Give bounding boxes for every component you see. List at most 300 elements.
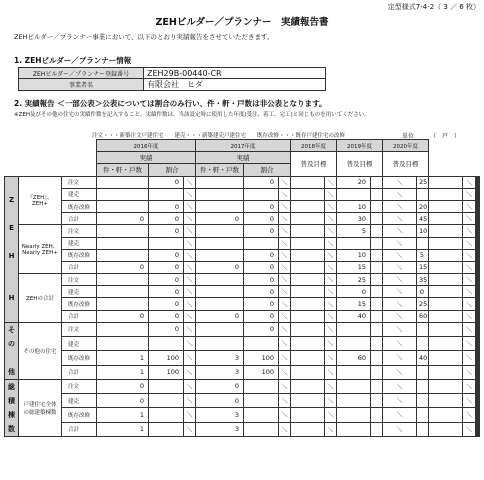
data-cell: 3	[196, 365, 244, 379]
data-cell: 0	[244, 274, 279, 286]
row-type-label: 建売	[62, 237, 97, 249]
header-actual-2016: 実績	[97, 152, 196, 164]
header-target-2019: 普及目標	[337, 152, 383, 176]
slash-mark: ＼	[325, 188, 337, 200]
data-cell: 100	[149, 351, 184, 365]
data-cell: 0	[149, 249, 184, 261]
data-cell	[429, 365, 463, 379]
row-type-label: 既存改修	[62, 408, 97, 422]
table-row	[5, 237, 480, 249]
slash-mark: ＼	[325, 408, 337, 422]
slash-mark: ＼	[463, 394, 476, 408]
category-label: その他の住宅	[19, 322, 62, 379]
data-cell	[429, 225, 463, 237]
slash-mark: ＼	[184, 394, 196, 408]
data-cell	[337, 188, 371, 200]
data-cell	[429, 408, 463, 422]
data-cell	[97, 249, 149, 261]
slash-mark: ＼	[325, 237, 337, 249]
header-count-2016: 件・軒・戸数	[97, 164, 149, 176]
data-cell	[429, 249, 463, 261]
data-cell	[196, 200, 244, 212]
data-cell	[97, 322, 149, 336]
row-type-label: 注文	[62, 274, 97, 286]
data-cell: 45	[417, 213, 429, 225]
slash-mark: ＼	[383, 351, 417, 365]
header-count-2017: 件・軒・戸数	[196, 164, 244, 176]
data-cell	[479, 337, 480, 351]
data-cell	[291, 379, 325, 393]
slash-mark: ＼	[184, 249, 196, 261]
slash-mark: ＼	[383, 225, 417, 237]
table-row	[5, 213, 480, 225]
data-cell: 0	[337, 286, 371, 298]
row-type-label: 注文	[62, 176, 97, 188]
slash-mark: ＼	[279, 237, 291, 249]
category-label: Nearly ZEH、Nearly ZEH+	[19, 225, 62, 274]
data-cell	[417, 322, 429, 336]
header-row-years	[5, 140, 480, 152]
data-cell: 0	[244, 310, 279, 322]
data-cell	[479, 379, 480, 393]
data-cell	[337, 408, 371, 422]
data-cell	[479, 176, 480, 188]
slash-mark: ＼	[325, 337, 337, 351]
data-cell	[429, 337, 463, 351]
data-cell	[371, 322, 383, 336]
data-cell	[429, 422, 463, 436]
data-cell	[429, 237, 463, 249]
slash-mark: ＼	[325, 322, 337, 336]
table-row	[5, 322, 480, 336]
slash-mark: ＼	[279, 188, 291, 200]
data-cell: 100	[244, 365, 279, 379]
data-cell: 0	[244, 286, 279, 298]
data-cell: 3	[196, 408, 244, 422]
slash-mark: ＼	[463, 274, 476, 286]
slash-mark: ＼	[463, 237, 476, 249]
group-label: 総 積 棟 数	[5, 379, 19, 436]
company-name-label: 事業者名	[19, 79, 144, 91]
data-cell: 40	[417, 351, 429, 365]
data-cell: 0	[196, 213, 244, 225]
data-cell	[196, 176, 244, 188]
data-cell	[429, 188, 463, 200]
slash-mark: ＼	[325, 225, 337, 237]
unit-label-text: 単位	[402, 133, 415, 140]
data-cell: 60	[337, 351, 371, 365]
slash-mark: ＼	[383, 237, 417, 249]
data-cell	[371, 261, 383, 273]
slash-mark: ＼	[184, 237, 196, 249]
data-cell	[371, 422, 383, 436]
data-cell	[291, 176, 325, 188]
page-title: ZEHビルダー／プランナー 実績報告書	[155, 17, 329, 28]
data-cell: 0	[244, 298, 279, 310]
slash-mark: ＼	[279, 379, 291, 393]
data-cell	[291, 351, 325, 365]
data-cell	[371, 200, 383, 212]
data-cell	[337, 379, 371, 393]
table-row	[5, 200, 480, 212]
data-cell: 0	[149, 322, 184, 336]
header-2019: 2019年度	[337, 140, 383, 152]
slash-mark: ＼	[463, 422, 476, 436]
data-cell: 0	[244, 213, 279, 225]
data-cell	[291, 188, 325, 200]
company-row	[19, 79, 326, 91]
group-label: そ の 他	[5, 322, 19, 379]
table-row	[5, 408, 480, 422]
data-cell: 0	[244, 249, 279, 261]
slash-mark: ＼	[279, 249, 291, 261]
data-cell: 3	[196, 422, 244, 436]
data-cell	[479, 365, 480, 379]
data-cell: 15	[337, 261, 371, 273]
slash-mark: ＼	[383, 261, 417, 273]
data-cell	[371, 298, 383, 310]
slash-mark: ＼	[279, 394, 291, 408]
data-cell: 0	[417, 286, 429, 298]
data-cell	[196, 188, 244, 200]
header-ratio-2017: 割合	[244, 164, 291, 176]
data-cell: 0	[149, 200, 184, 212]
slash-mark: ＼	[383, 274, 417, 286]
slash-mark: ＼	[279, 176, 291, 188]
data-cell	[417, 337, 429, 351]
header-ratio-2016: 割合	[149, 164, 196, 176]
data-cell: 0	[244, 200, 279, 212]
data-cell: 0	[97, 261, 149, 273]
data-cell	[291, 237, 325, 249]
slash-mark: ＼	[383, 188, 417, 200]
data-cell: 0	[149, 261, 184, 273]
data-cell	[244, 188, 279, 200]
slash-mark: ＼	[463, 286, 476, 298]
slash-mark: ＼	[383, 213, 417, 225]
company-name-value: 有限会社 ヒダ	[144, 79, 326, 91]
table-row	[5, 286, 480, 298]
data-cell	[479, 225, 480, 237]
slash-mark: ＼	[463, 298, 476, 310]
data-cell: 30	[337, 213, 371, 225]
data-cell	[149, 337, 184, 351]
slash-mark: ＼	[325, 286, 337, 298]
data-cell: 1	[97, 422, 149, 436]
slash-mark: ＼	[383, 176, 417, 188]
data-cell	[479, 408, 480, 422]
data-cell	[97, 176, 149, 188]
data-cell: 10	[337, 249, 371, 261]
slash-mark: ＼	[463, 225, 476, 237]
slash-mark: ＼	[184, 261, 196, 273]
header-2018: 2018年度	[291, 140, 337, 152]
data-cell	[371, 379, 383, 393]
data-cell	[337, 322, 371, 336]
data-cell: 1	[97, 408, 149, 422]
data-cell	[149, 379, 184, 393]
group-label: Z E H H	[5, 176, 19, 322]
slash-mark: ＼	[463, 379, 476, 393]
slash-mark: ＼	[184, 351, 196, 365]
data-cell: 0	[149, 176, 184, 188]
data-cell: 20	[337, 176, 371, 188]
slash-mark: ＼	[325, 310, 337, 322]
data-cell: 0	[196, 379, 244, 393]
row-type-label: 合計	[62, 422, 97, 436]
header-corner	[5, 140, 97, 177]
slash-mark: ＼	[184, 365, 196, 379]
data-cell	[479, 237, 480, 249]
slash-mark: ＼	[325, 351, 337, 365]
data-cell	[479, 351, 480, 365]
data-cell	[244, 379, 279, 393]
intro-text: ZEHビルダー／プランナー事業において、以下のとおり実績報告をさせていただきます。	[14, 33, 274, 41]
section1-heading: 1. ZEHビルダー／プランナー情報	[14, 56, 132, 65]
table-row	[5, 225, 480, 237]
slash-mark: ＼	[184, 286, 196, 298]
data-cell	[479, 394, 480, 408]
row-type-label: 建売	[62, 394, 97, 408]
slash-mark: ＼	[325, 176, 337, 188]
data-cell	[479, 310, 480, 322]
data-cell: 0	[244, 176, 279, 188]
data-cell: 25	[417, 298, 429, 310]
header-actual-2017: 実績	[196, 152, 291, 164]
slash-mark: ＼	[184, 379, 196, 393]
slash-mark: ＼	[325, 379, 337, 393]
slash-mark: ＼	[184, 176, 196, 188]
category-label: ZEHの合計	[19, 274, 62, 323]
row-type-label: 既存改修	[62, 298, 97, 310]
slash-mark: ＼	[279, 286, 291, 298]
data-cell	[149, 408, 184, 422]
slash-mark: ＼	[383, 310, 417, 322]
data-cell	[337, 365, 371, 379]
data-cell	[337, 394, 371, 408]
form-number: 定型様式7-4-2（ 3 ／ 6 枚）	[387, 3, 480, 11]
data-cell	[291, 213, 325, 225]
data-cell	[244, 337, 279, 351]
data-cell	[417, 422, 429, 436]
row-type-label: 注文	[62, 379, 97, 393]
data-cell	[371, 408, 383, 422]
data-cell	[371, 394, 383, 408]
data-cell	[417, 408, 429, 422]
slash-mark: ＼	[279, 422, 291, 436]
header-2020: 2020年度	[383, 140, 429, 152]
data-cell: 15	[337, 298, 371, 310]
slash-mark: ＼	[463, 337, 476, 351]
data-cell: 0	[97, 394, 149, 408]
data-cell	[417, 237, 429, 249]
data-cell	[291, 225, 325, 237]
data-cell	[291, 298, 325, 310]
slash-mark: ＼	[279, 261, 291, 273]
data-cell	[196, 237, 244, 249]
data-cell	[97, 237, 149, 249]
data-cell	[97, 200, 149, 212]
slash-mark: ＼	[383, 408, 417, 422]
slash-mark: ＼	[463, 249, 476, 261]
data-cell: 3	[196, 351, 244, 365]
data-cell	[97, 225, 149, 237]
row-type-label: 合計	[62, 213, 97, 225]
slash-mark: ＼	[383, 337, 417, 351]
data-cell	[196, 249, 244, 261]
data-cell: 0	[149, 298, 184, 310]
data-cell	[429, 200, 463, 212]
slash-mark: ＼	[184, 322, 196, 336]
slash-mark: ＼	[184, 408, 196, 422]
data-cell	[371, 237, 383, 249]
table-row	[5, 249, 480, 261]
row-type-label: 注文	[62, 225, 97, 237]
slash-mark: ＼	[383, 200, 417, 212]
data-cell: 15	[417, 261, 429, 273]
data-cell: 1	[97, 365, 149, 379]
data-cell	[429, 351, 463, 365]
data-cell	[371, 274, 383, 286]
data-cell	[429, 298, 463, 310]
data-cell	[371, 176, 383, 188]
data-cell: 10	[417, 225, 429, 237]
row-type-label: 注文	[62, 322, 97, 336]
header-2017: 2017年度	[196, 140, 291, 152]
slash-mark: ＼	[383, 379, 417, 393]
slash-mark: ＼	[463, 261, 476, 273]
slash-mark: ＼	[325, 249, 337, 261]
table-row	[5, 176, 480, 188]
data-cell	[97, 298, 149, 310]
data-cell	[196, 337, 244, 351]
slash-mark: ＼	[184, 200, 196, 212]
slash-mark: ＼	[184, 298, 196, 310]
data-cell	[429, 261, 463, 273]
data-cell	[244, 394, 279, 408]
slash-mark: ＼	[325, 261, 337, 273]
data-cell	[479, 298, 480, 310]
data-cell	[429, 394, 463, 408]
data-cell: 0	[196, 394, 244, 408]
slash-mark: ＼	[325, 422, 337, 436]
builder-info-table	[18, 67, 326, 91]
data-cell	[244, 422, 279, 436]
row-type-label: 建売	[62, 286, 97, 298]
slash-mark: ＼	[184, 188, 196, 200]
slash-mark: ＼	[383, 298, 417, 310]
registration-number-label: ZEHビルダー／プランナー登録番号	[19, 68, 144, 79]
data-cell	[244, 237, 279, 249]
data-cell	[371, 213, 383, 225]
slash-mark: ＼	[325, 200, 337, 212]
row-type-label: 既存改修	[62, 200, 97, 212]
data-cell	[479, 322, 480, 336]
data-cell	[244, 408, 279, 422]
registration-number-value: ZEH29B-00440-CR	[144, 68, 326, 79]
slash-mark: ＼	[184, 422, 196, 436]
type-legend: 注文・・・新築注文戸建住宅 建売・・・新築建売戸建住宅 既存改修・・・既存戸建住宅の改修	[92, 133, 346, 139]
data-cell	[429, 379, 463, 393]
data-cell: 0	[97, 310, 149, 322]
data-cell	[479, 200, 480, 212]
slash-mark: ＼	[279, 365, 291, 379]
data-cell	[291, 337, 325, 351]
table-row	[5, 274, 480, 286]
slash-mark: ＼	[279, 213, 291, 225]
table-row	[5, 351, 480, 365]
slash-mark: ＼	[279, 225, 291, 237]
slash-mark: ＼	[184, 310, 196, 322]
data-cell	[291, 322, 325, 336]
slash-mark: ＼	[383, 422, 417, 436]
table-row	[5, 298, 480, 310]
data-cell	[479, 213, 480, 225]
data-cell	[337, 337, 371, 351]
slash-mark: ＼	[325, 213, 337, 225]
data-cell	[291, 310, 325, 322]
data-cell: 0	[244, 261, 279, 273]
data-cell	[196, 298, 244, 310]
data-cell	[371, 310, 383, 322]
slash-mark: ＼	[325, 394, 337, 408]
data-cell	[337, 422, 371, 436]
slash-mark: ＼	[279, 351, 291, 365]
row-type-label: 合計	[62, 365, 97, 379]
table-row	[5, 422, 480, 436]
data-cell	[479, 274, 480, 286]
slash-mark: ＼	[279, 200, 291, 212]
category-label: 戸建住宅全体の総建築棟数	[19, 379, 62, 436]
unit-value: （ 戸 ）	[429, 133, 460, 140]
data-cell: 1	[97, 351, 149, 365]
data-cell	[291, 261, 325, 273]
slash-mark: ＼	[383, 249, 417, 261]
row-type-label: 合計	[62, 310, 97, 322]
data-cell	[417, 365, 429, 379]
slash-mark: ＼	[279, 298, 291, 310]
header-target-2020: 普及目標	[383, 152, 429, 176]
data-cell: 0	[149, 310, 184, 322]
data-cell	[429, 310, 463, 322]
slash-mark: ＼	[184, 213, 196, 225]
data-cell	[429, 274, 463, 286]
data-cell	[196, 286, 244, 298]
data-cell: 0	[196, 261, 244, 273]
data-cell	[371, 225, 383, 237]
slash-mark: ＼	[279, 337, 291, 351]
table-row	[5, 188, 480, 200]
slash-mark: ＼	[463, 176, 476, 188]
slash-mark: ＼	[184, 225, 196, 237]
data-cell: 0	[196, 310, 244, 322]
row-type-label: 合計	[62, 261, 97, 273]
results-table	[4, 139, 480, 437]
data-cell: 100	[244, 351, 279, 365]
data-cell	[291, 422, 325, 436]
data-cell	[196, 274, 244, 286]
data-cell	[371, 286, 383, 298]
slash-mark: ＼	[463, 213, 476, 225]
slash-mark: ＼	[463, 188, 476, 200]
data-cell	[196, 225, 244, 237]
data-cell	[371, 188, 383, 200]
data-cell: 20	[417, 200, 429, 212]
table-row	[5, 310, 480, 322]
row-type-label: 建売	[62, 337, 97, 351]
data-cell: 5	[417, 249, 429, 261]
row-type-label: 既存改修	[62, 351, 97, 365]
